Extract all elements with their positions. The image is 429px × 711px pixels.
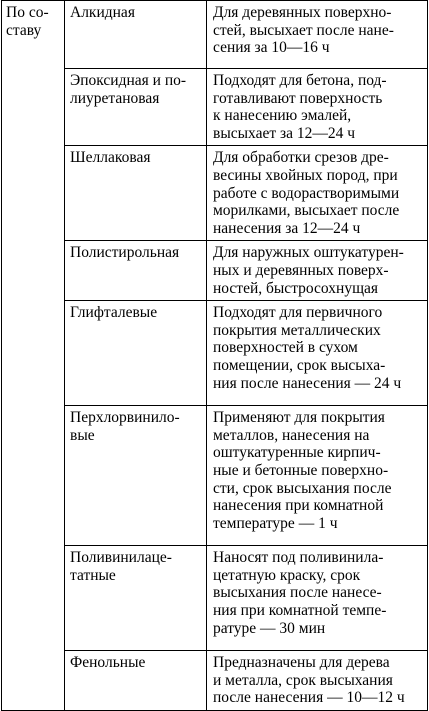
text-line: нанесения при комнатной [213, 497, 384, 515]
text-line: вые [70, 426, 95, 444]
table-row [2, 546, 428, 651]
text-line: сения за 10—16 ч [213, 39, 330, 57]
varnish-name-cell [65, 406, 207, 546]
text-line: Предназначены для дерева [213, 654, 390, 672]
text-line: Наносят под поливинила- [213, 549, 384, 567]
text-line: ния при комнатной темпе- [213, 601, 387, 619]
varnish-name-cell [65, 69, 207, 146]
varnish-name-cell [65, 651, 207, 711]
varnish-description-cell [207, 651, 428, 711]
text-line: и металла, срок высыхания [213, 671, 393, 689]
text-line: морилками, высыхает после [213, 202, 400, 220]
table-row [2, 301, 428, 406]
group-label-cell [2, 1, 65, 711]
text-line: весины хвойных пород, при [213, 166, 398, 184]
text-line: нанесения за 12—24 ч [213, 219, 361, 237]
text-line: татные [70, 566, 116, 584]
varnish-name-cell [65, 1, 207, 69]
varnish-name-cell [65, 146, 207, 241]
text-line: По со- [6, 4, 49, 21]
varnish-name-cell [65, 241, 207, 301]
text-line: Подходят для бетона, под- [213, 72, 387, 89]
text-line: Эпоксидная и по- [70, 72, 187, 89]
varnish-description-cell [207, 146, 428, 241]
text-line: поверхностей в сухом [213, 339, 358, 357]
text-line: Применяют для покрытия [213, 409, 385, 427]
text-line: температуре — 1 ч [213, 514, 338, 532]
table-row [2, 1, 428, 69]
text-line: ных и деревянных поверх- [213, 261, 389, 279]
varnish-description-cell [207, 546, 428, 651]
varnish-description-cell [207, 241, 428, 301]
varnish-name-cell [65, 546, 207, 651]
varnish-name-cell [65, 301, 207, 406]
text-line: Глифталевые [70, 304, 158, 322]
text-line: Для обработки срезов дре- [213, 149, 389, 167]
text-line: Для деревянных поверхно- [213, 4, 392, 21]
text-line: высыхания после нанесе- [213, 584, 382, 602]
text-line: Для наружных оштукатурен- [213, 244, 404, 262]
text-line: стей, высыхает после нане- [213, 21, 394, 39]
varnish-description-cell [207, 1, 428, 69]
table-body [2, 1, 428, 711]
text-line: Подходят для первичного [213, 304, 383, 322]
table-row [2, 651, 428, 711]
text-line: цетатную краску, срок [213, 566, 361, 584]
text-line: готавливают поверхность [213, 89, 383, 107]
text-line: Поливинилаце- [70, 549, 172, 567]
text-line: Алкидная [70, 4, 135, 21]
text-line: покрытия металлических [213, 321, 381, 339]
varnish-description-cell [207, 301, 428, 406]
table-row [2, 69, 428, 146]
text-line: ностей, быстросохнущая [213, 279, 379, 297]
table-row [2, 241, 428, 301]
text-line: работе с водорастворимыми [213, 184, 400, 202]
text-line: Полистирольная [70, 244, 180, 262]
table-row [2, 146, 428, 241]
text-line: к нанесению эмалей, [213, 107, 352, 125]
text-line: Перхлорвинило- [70, 409, 180, 427]
text-line: оштукатуренные кирпич- [213, 444, 381, 462]
varnish-description-cell [207, 406, 428, 546]
varnish-types-table [1, 0, 428, 711]
text-line: ратуре — 30 мин [213, 619, 326, 637]
text-line: ставу [6, 21, 42, 39]
table-row [2, 406, 428, 546]
text-line: после нанесения — 10—12 ч [213, 689, 405, 707]
text-line: ния после нанесения — 24 ч [213, 374, 402, 392]
varnish-description-cell [207, 69, 428, 146]
text-line: Фенольные [70, 654, 146, 672]
text-line: помещении, срок высыха- [213, 356, 386, 374]
text-line: сти, срок высыхания после [213, 479, 392, 497]
text-line: металлов, нанесения на [213, 426, 370, 444]
text-line: высыхает за 12—24 ч [213, 124, 356, 142]
text-line: Шеллаковая [70, 149, 151, 167]
text-line: лиуретановая [70, 89, 160, 107]
text-line: ные и бетонные поверхно- [213, 461, 389, 479]
